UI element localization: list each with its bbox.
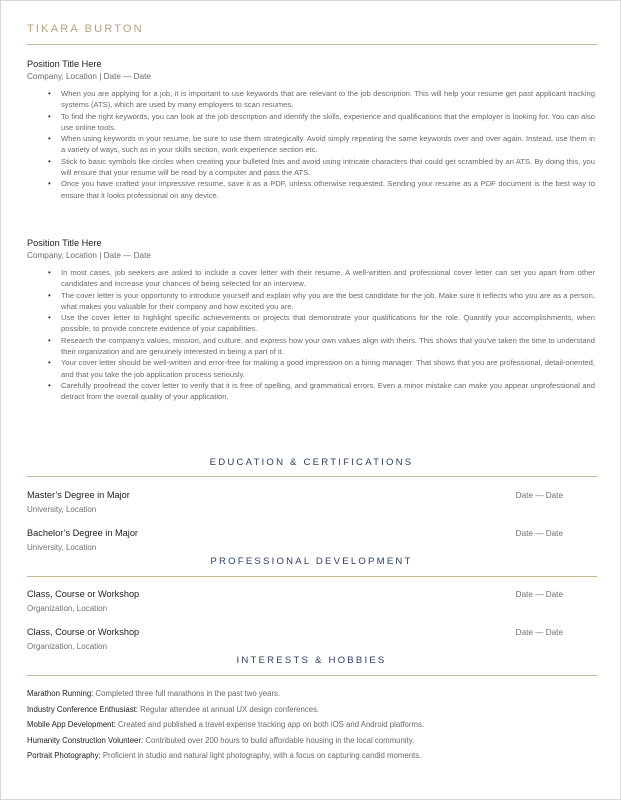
degree-title: Bachelor’s Degree in Major — [27, 528, 138, 538]
interest-label: Humanity Construction Volunteer: — [27, 735, 144, 745]
interest-item — [27, 702, 597, 718]
education-divider — [27, 476, 597, 477]
interest-text: Created and published a travel expense tracking app on both iOS and Android platforms. — [115, 720, 425, 730]
interests-heading: INTERESTS & HOBBIES — [236, 655, 387, 666]
interest-text: Completed three full marathons in the past two years. — [93, 689, 281, 698]
education-entry-2 — [27, 527, 563, 554]
organization: Organization, Location — [27, 642, 108, 651]
job-title: Position Title Here — [27, 59, 102, 69]
date-range: Date — Date — [515, 590, 563, 599]
institution: University, Location — [27, 543, 97, 552]
education-heading: EDUCATION & CERTIFICATIONS — [209, 457, 414, 468]
job-meta: Company, Location | Date — Date — [27, 251, 151, 260]
candidate-name: TIKARA BURTON — [27, 23, 144, 35]
experience-entry-2 — [27, 237, 597, 403]
interest-text: Contributed over 200 hours to build affordable housing in the local community. — [143, 735, 415, 745]
bullet-item: • Stick to basic symbols like circles when creating your bulleted lists and avoid using intricate characters that could get scrambled by an ATS. By doing this, you will ensure that your resume will be read by a computer and pass the ATS. — [61, 156, 597, 179]
interest-label: Portrait Photography: — [27, 751, 101, 761]
bullet-item: • Your cover letter should be well-written and error-free for making a good impression on a hiring manager. That shows that you are professional, detail-oriented, and that you take the job application process seriously. — [61, 357, 597, 380]
bullet-item: • Use the cover letter to highlight specific achievements or projects that demonstrate your qualifications for the role. Quantify your accomplishments, when possible, to provide concrete evidence of your capabilities. — [61, 312, 597, 335]
job-meta: Company, Location | Date — Date — [27, 72, 151, 81]
job-bullets — [27, 88, 597, 201]
bullet-item: • Research the company's values, mission, and culture, and express how your own values align with theirs. This shows that you've taken the time to understand their organization and are genuinely interested in being a part of it. — [61, 335, 597, 358]
bullet-item: • Once you have crafted your impressive resume, save it as a PDF, unless otherwise requested. Sending your resume as a PDF document is the best way to ensure that it looks professional on any device. — [61, 178, 597, 201]
job-title: Position Title Here — [27, 238, 102, 248]
bullet-item: • When you are applying for a job, it is important to use keywords that are relevant to the job description. This will help your resume get past applicant tracking systems (ATS), which are used by many employers to scan resumes. — [61, 88, 597, 111]
development-entry-1 — [27, 588, 563, 615]
bullet-item: • When using keywords in your resume, be sure to use them strategically. Avoid simply repeating the same keywords over and over again. Instead, use them in a variety of ways, such as in your skills section, work experience section etc. — [61, 133, 597, 156]
interest-label: Industry Conference Enthusiast: — [27, 704, 138, 714]
date-range: Date — Date — [515, 529, 563, 538]
education-entry-1 — [27, 489, 563, 516]
course-title: Class, Course or Workshop — [27, 627, 140, 637]
experience-entry-1 — [27, 58, 597, 201]
development-heading: PROFESSIONAL DEVELOPMENT — [210, 556, 413, 567]
bullet-item: • Carefully proofread the cover letter to verify that it is free of spelling, and grammatical errors. Even a minor mistake can make you appear unprofessional and detract from the overall quality of your application. — [61, 380, 597, 403]
bullet-item: • To find the right keywords, you can look at the job description and identify the skills, experience and qualifications that the employer is looking for. You can also use online tools. — [61, 111, 597, 134]
interest-item — [27, 686, 597, 702]
interests-list — [27, 686, 597, 764]
interest-item — [27, 717, 597, 733]
development-divider — [27, 576, 597, 577]
degree-title: Master’s Degree in Major — [27, 490, 130, 500]
interest-label: Mobile App Development: — [27, 720, 116, 730]
header-divider — [27, 44, 597, 45]
interest-label: Marathon Running: — [27, 689, 94, 698]
development-entry-2 — [27, 626, 563, 653]
job-bullets — [27, 267, 597, 403]
bullet-item: • The cover letter is your opportunity to introduce yourself and explain why you are the best candidate for the job. Make sure it reflects who you are as a person, what makes you valuable for their company and how excited you are. — [61, 290, 597, 313]
interest-text: Proficient in studio and natural light photography, with a focus on capturing candid moments. — [100, 751, 422, 761]
date-range: Date — Date — [515, 628, 563, 637]
interest-text: Regular attendee at annual UX design conferences. — [137, 704, 320, 714]
organization: Organization, Location — [27, 604, 108, 613]
interest-item — [27, 748, 597, 764]
course-title: Class, Course or Workshop — [27, 589, 140, 599]
interest-item — [27, 733, 597, 749]
interests-divider — [27, 675, 597, 676]
date-range: Date — Date — [515, 491, 563, 500]
institution: University, Location — [27, 505, 97, 514]
bullet-item: • In most cases, job seekers are asked to include a cover letter with their resume. A well-written and professional cover letter can set you apart from other candidates and increase your chances of being selected for an interview. — [61, 267, 597, 290]
